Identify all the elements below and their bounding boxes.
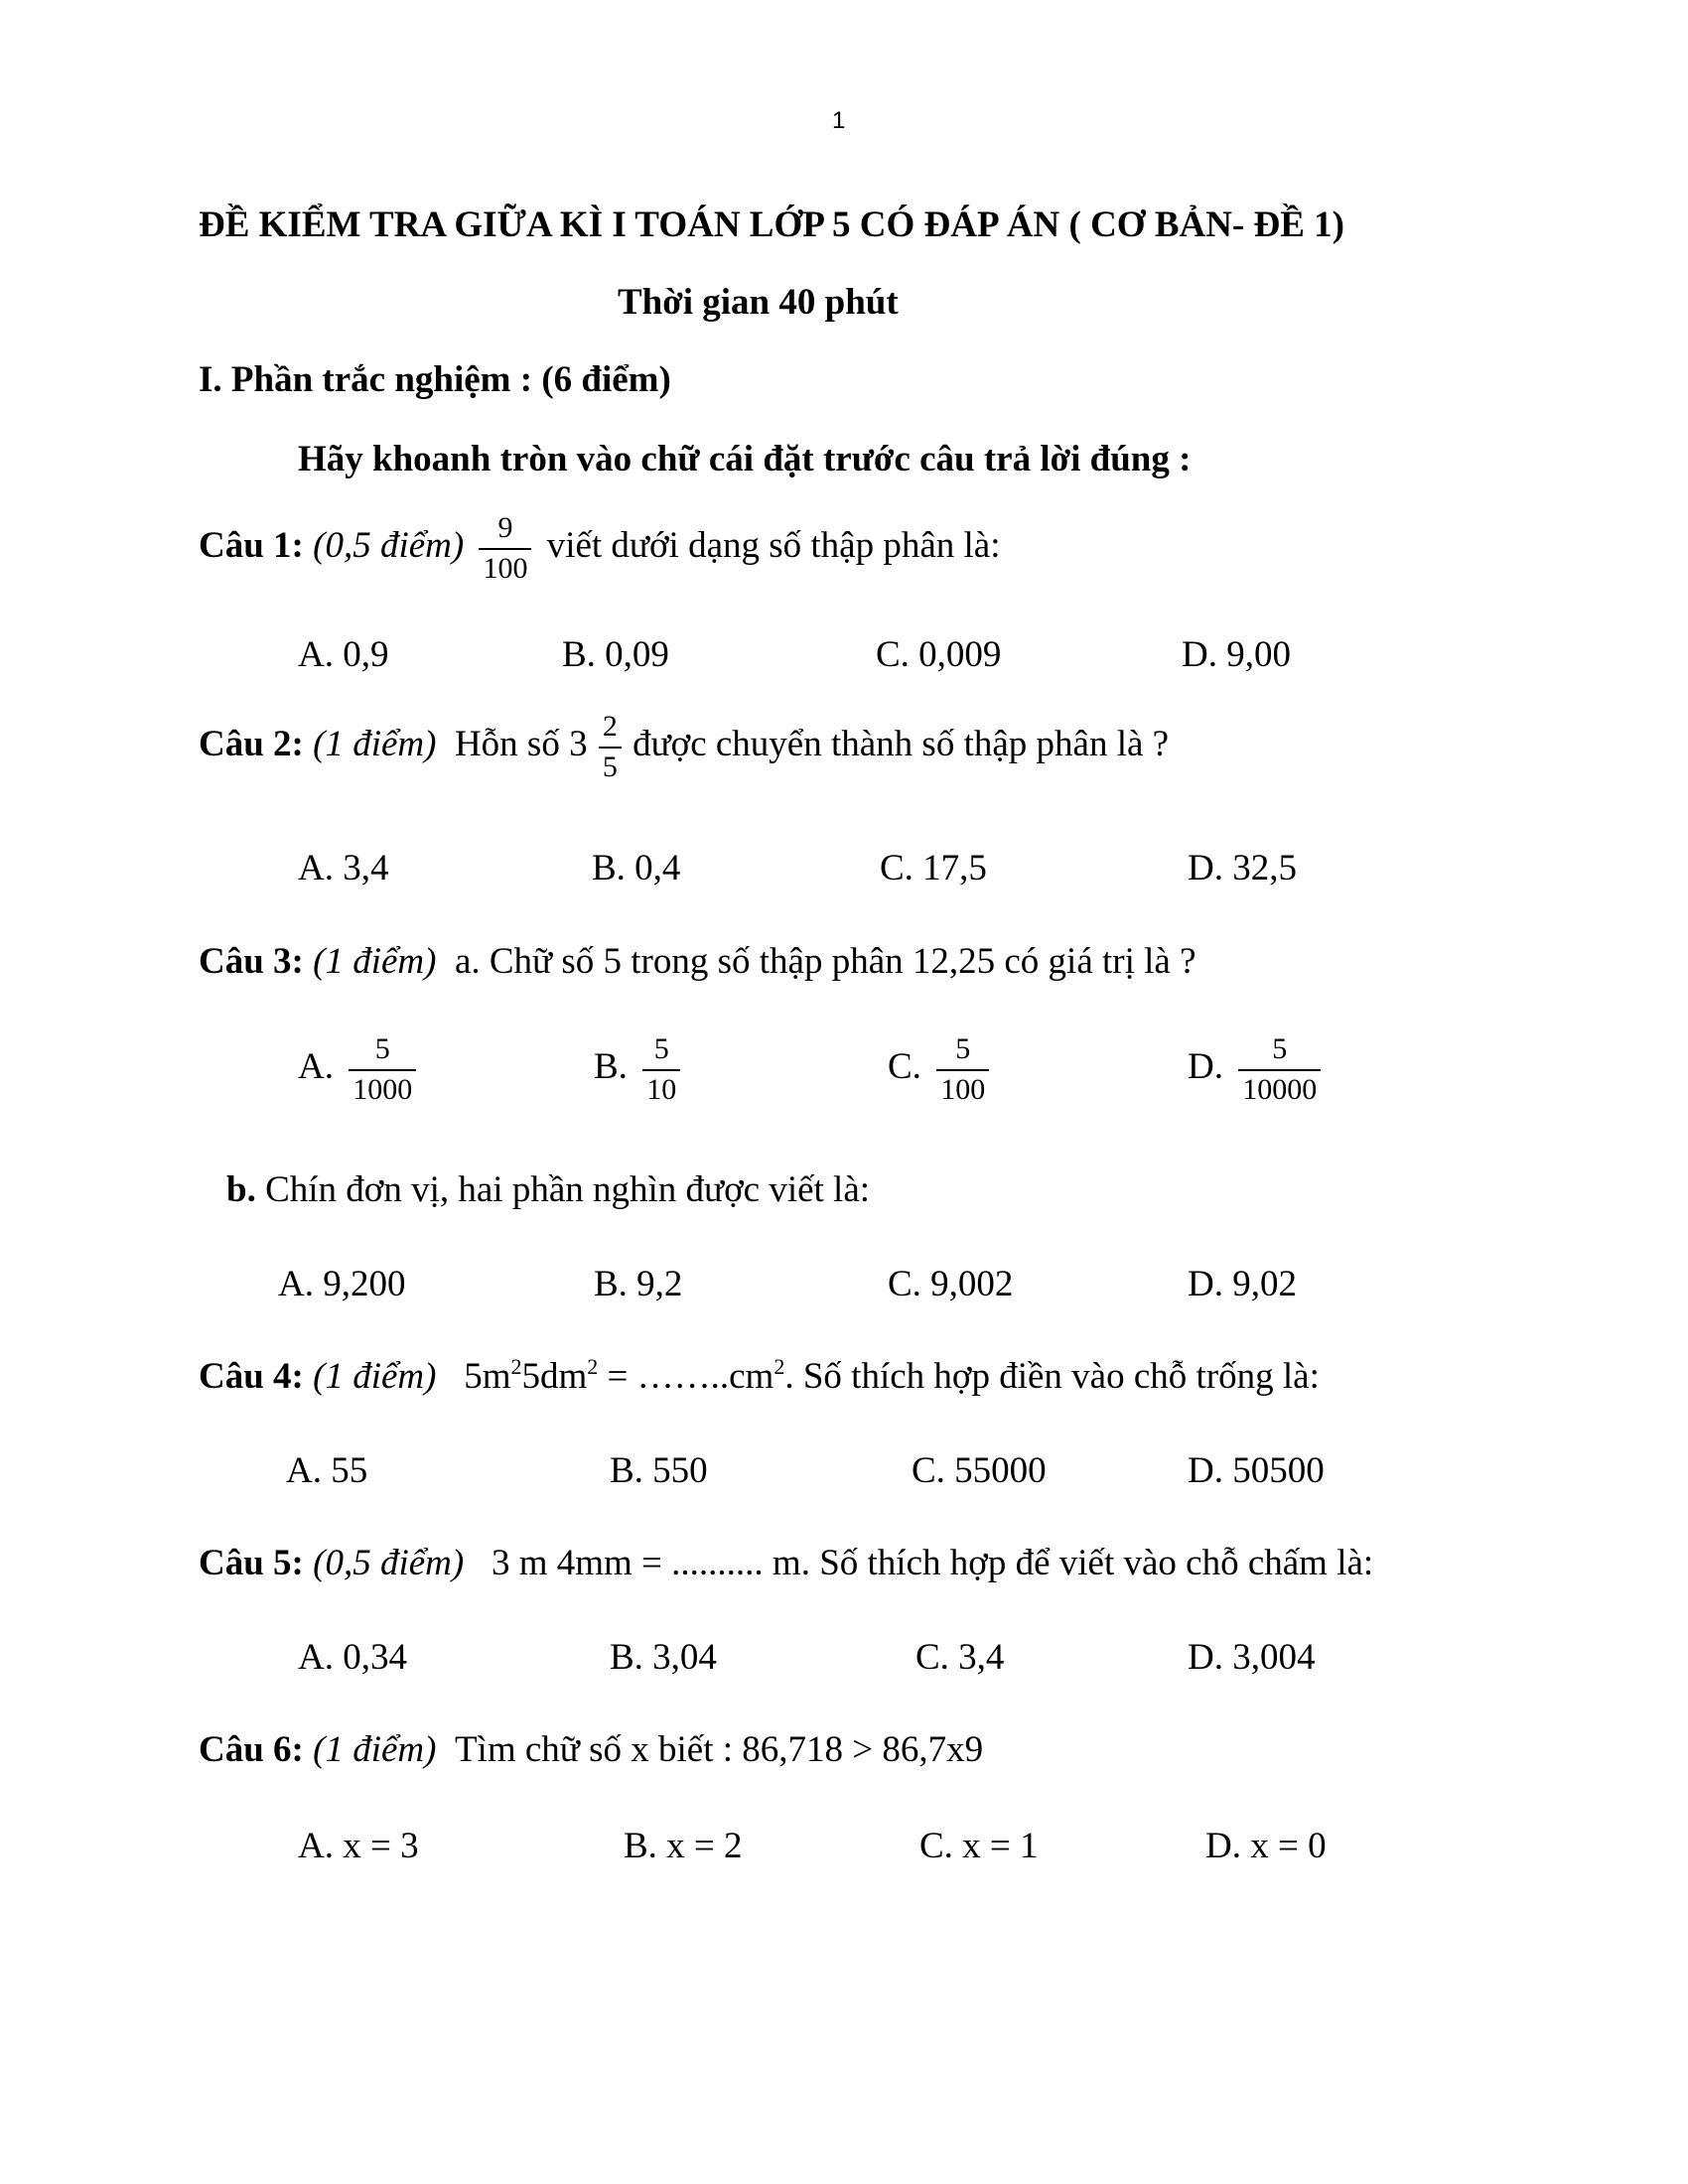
- fraction: [642, 1032, 680, 1107]
- option-letter: A.: [298, 1045, 334, 1087]
- fraction-numerator: 5: [936, 1032, 989, 1071]
- question-points: (1 điểm): [313, 1356, 437, 1397]
- question-points: (1 điểm): [313, 941, 437, 982]
- superscript: 2: [774, 1354, 785, 1379]
- option-d[interactable]: D. 50500: [1188, 1450, 1325, 1491]
- question-text: Tìm chữ số x biết : 86,718 > 86,7x9: [454, 1729, 984, 1770]
- option-a[interactable]: A. 3,4: [298, 848, 389, 888]
- question-label: Câu 5:: [199, 1543, 304, 1583]
- question-3: [199, 943, 1196, 980]
- fraction: [599, 710, 622, 784]
- expr-part: 5dm: [521, 1356, 588, 1397]
- option-c[interactable]: [888, 1032, 995, 1107]
- instruction: Hãy khoanh tròn vào chữ cái đặt trước câu trả lời đúng :: [298, 439, 1192, 479]
- option-a[interactable]: A. 0,34: [298, 1637, 407, 1678]
- option-b[interactable]: [594, 1032, 686, 1107]
- option-b[interactable]: B. x = 2: [624, 1826, 743, 1866]
- question-text: được chuyển thành số thập phân là ?: [633, 723, 1170, 764]
- question-5: [199, 1545, 1373, 1581]
- option-b[interactable]: B. 0,4: [592, 848, 681, 888]
- option-c[interactable]: C. 9,002: [888, 1264, 1014, 1304]
- option-a[interactable]: A. 0,9: [298, 634, 389, 675]
- option-c[interactable]: C. 55000: [912, 1450, 1047, 1491]
- fraction-numerator: 5: [349, 1032, 416, 1071]
- option-b[interactable]: B. 3,04: [610, 1637, 717, 1678]
- question-label: Câu 2:: [199, 723, 304, 764]
- fraction: [1238, 1032, 1321, 1107]
- fraction-denominator: 10: [646, 1072, 677, 1106]
- fraction-numerator: 2: [602, 710, 618, 743]
- question-label: Câu 1:: [199, 524, 304, 566]
- question-text: . Số thích hợp điền vào chỗ trống là:: [784, 1356, 1320, 1397]
- superscript: 2: [510, 1354, 522, 1379]
- question-6: [199, 1731, 983, 1768]
- question-text: Chín đơn vị, hai phần nghìn được viết là:: [265, 1169, 871, 1210]
- option-a[interactable]: A. 9,200: [278, 1264, 406, 1304]
- fraction: [349, 1032, 416, 1107]
- fraction-denominator: 100: [483, 551, 528, 585]
- fraction-numerator: 5: [642, 1032, 680, 1071]
- option-c[interactable]: C. 3,4: [915, 1637, 1005, 1678]
- question-points: (1 điểm): [313, 723, 437, 764]
- exam-title: ĐỀ KIỂM TRA GIỮA KÌ I TOÁN LỚP 5 CÓ ĐÁP ÁN ( CƠ BẢN- ĐỀ 1): [199, 205, 1344, 245]
- fraction-denominator: 100: [940, 1072, 986, 1106]
- option-d[interactable]: D. 9,02: [1188, 1264, 1297, 1304]
- question-2: [199, 710, 1169, 784]
- question-text: 3 m 4mm = .......... m. Số thích hợp để viết vào chỗ chấm là:: [491, 1543, 1374, 1583]
- question-1: [199, 511, 1001, 586]
- option-d[interactable]: D. 32,5: [1188, 848, 1297, 888]
- expr-part: = ……..cm: [598, 1356, 774, 1397]
- option-a[interactable]: A. 55: [286, 1450, 368, 1491]
- option-c[interactable]: C. 17,5: [880, 848, 987, 888]
- question-4: [199, 1354, 1320, 1397]
- option-letter: D.: [1188, 1045, 1223, 1087]
- option-b[interactable]: B. 550: [610, 1450, 708, 1491]
- question-points: (1 điểm): [313, 1729, 437, 1770]
- question-points: (0,5 điểm): [313, 1543, 465, 1583]
- question-label: Câu 3:: [199, 941, 304, 982]
- fraction-numerator: 5: [1238, 1032, 1321, 1071]
- time-limit: Thời gian 40 phút: [618, 282, 899, 323]
- fraction: [936, 1032, 989, 1107]
- expr-part: 5m: [464, 1356, 511, 1397]
- question-text: viết dưới dạng số thập phân là:: [546, 524, 1001, 566]
- question-label: Câu 4:: [199, 1356, 304, 1397]
- option-c[interactable]: C. x = 1: [919, 1826, 1039, 1866]
- question-points: (0,5 điểm): [313, 524, 465, 566]
- page-number: 1: [832, 107, 846, 134]
- option-letter: C.: [888, 1045, 921, 1087]
- question-text: Hỗn số 3: [454, 723, 588, 764]
- option-d[interactable]: D. 3,004: [1188, 1637, 1316, 1678]
- question-3b: [226, 1171, 870, 1208]
- option-b[interactable]: B. 0,09: [562, 634, 669, 675]
- option-letter: B.: [594, 1045, 628, 1087]
- fraction: [479, 511, 531, 586]
- fraction-numerator: 9: [479, 511, 531, 550]
- option-d[interactable]: D. x = 0: [1205, 1826, 1327, 1866]
- question-label: b.: [226, 1169, 256, 1210]
- option-b[interactable]: B. 9,2: [594, 1264, 683, 1304]
- fraction-denominator: 10000: [1242, 1072, 1318, 1106]
- question-label: Câu 6:: [199, 1729, 304, 1770]
- option-c[interactable]: C. 0,009: [876, 634, 1002, 675]
- option-d[interactable]: D. 9,00: [1182, 634, 1291, 675]
- option-d[interactable]: [1188, 1032, 1327, 1107]
- option-a[interactable]: [298, 1032, 422, 1107]
- section-heading: I. Phần trắc nghiệm : (6 điểm): [199, 359, 671, 400]
- question-text: a. Chữ số 5 trong số thập phân 12,25 có giá trị là ?: [454, 941, 1196, 982]
- option-a[interactable]: A. x = 3: [298, 1826, 419, 1866]
- superscript: 2: [587, 1354, 599, 1379]
- question-expression: [464, 1356, 784, 1397]
- fraction-denominator: 1000: [352, 1072, 413, 1106]
- fraction-denominator: 5: [599, 747, 622, 785]
